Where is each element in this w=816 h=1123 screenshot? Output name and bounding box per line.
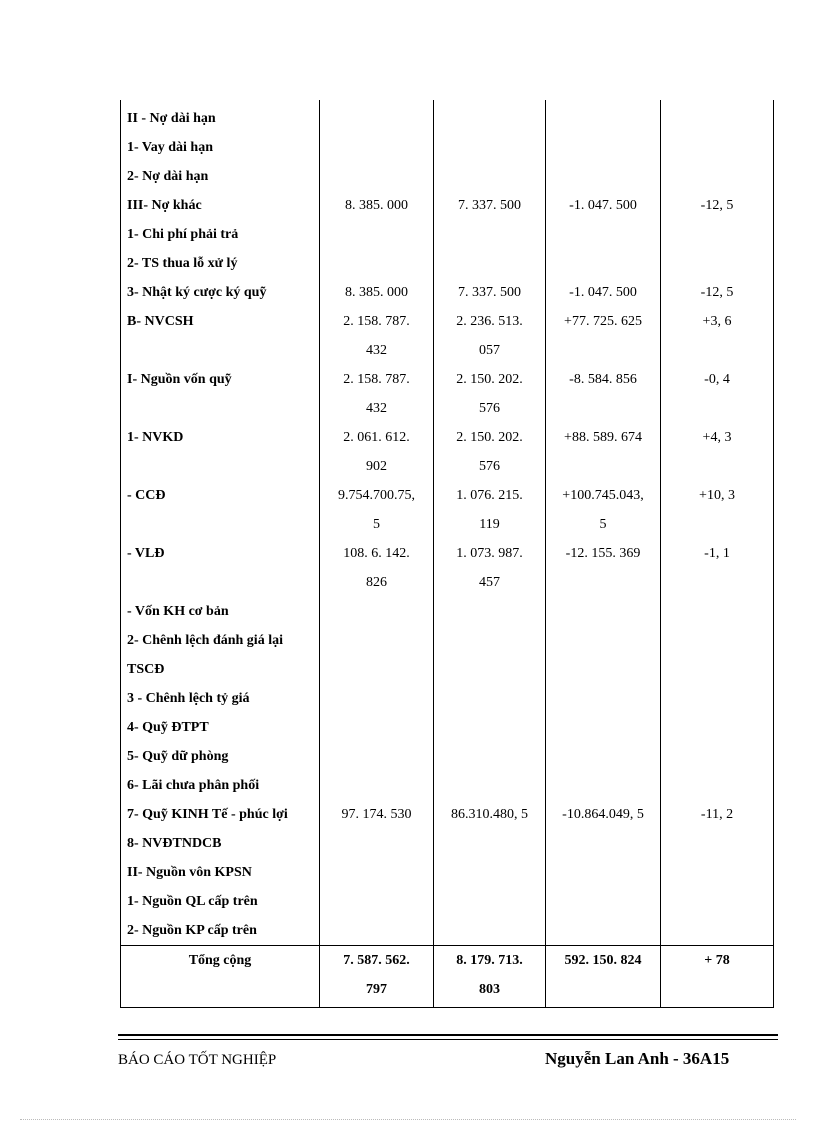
value-col-4: -11, 2 [661, 800, 774, 829]
value-col-1 [320, 162, 434, 191]
value-col-4 [661, 742, 774, 771]
row-label: 8- NVĐTNDCB [121, 829, 320, 858]
total-value-1-line2: 797 [366, 982, 387, 997]
value-col-1 [320, 713, 434, 742]
value-col-3 [546, 887, 661, 916]
row-label [121, 394, 320, 423]
row-label [121, 568, 320, 597]
row-label: I- Nguồn vốn quỹ [121, 365, 320, 394]
value-col-1: 8. 385. 000 [320, 191, 434, 220]
row-label: II - Nợ dài hạn [121, 100, 320, 133]
value-col-2 [434, 713, 546, 742]
value-col-4 [661, 249, 774, 278]
value-col-2 [434, 133, 546, 162]
footer-report-title: BÁO CÁO TỐT NGHIỆP [118, 1052, 277, 1068]
row-label: 3 - Chênh lệch tỷ giá [121, 684, 320, 713]
table-row [121, 278, 774, 307]
table-row [121, 452, 774, 481]
value-col-2 [434, 100, 546, 133]
value-col-2: 2. 150. 202. [434, 423, 546, 452]
value-col-4: +10, 3 [661, 481, 774, 510]
value-col-2: 057 [434, 336, 546, 365]
value-col-2: 7. 337. 500 [434, 278, 546, 307]
value-col-3 [546, 858, 661, 887]
value-col-3 [546, 713, 661, 742]
value-col-1 [320, 655, 434, 684]
total-label: Tổng cộng [121, 946, 320, 1008]
table-row [121, 481, 774, 510]
table-row [121, 307, 774, 336]
value-col-2: 1. 073. 987. [434, 539, 546, 568]
row-label: 1- NVKD [121, 423, 320, 452]
balance-sheet-table [120, 100, 774, 1008]
row-label: - Vốn KH cơ bản [121, 597, 320, 626]
value-col-3: -10.864.049, 5 [546, 800, 661, 829]
value-col-2 [434, 626, 546, 655]
value-col-2: 1. 076. 215. [434, 481, 546, 510]
row-label [121, 452, 320, 481]
row-label: 3- Nhật ký cược ký quỹ [121, 278, 320, 307]
value-col-2: 457 [434, 568, 546, 597]
table-row [121, 916, 774, 946]
value-col-1 [320, 887, 434, 916]
value-col-3 [546, 829, 661, 858]
value-col-1: 2. 158. 787. [320, 307, 434, 336]
value-col-4 [661, 916, 774, 946]
footer-rule-thin [118, 1039, 778, 1040]
table-row [121, 100, 774, 133]
value-col-2: 7. 337. 500 [434, 191, 546, 220]
value-col-1 [320, 771, 434, 800]
value-col-3 [546, 771, 661, 800]
value-col-4: -0, 4 [661, 365, 774, 394]
value-col-3: +100.745.043, [546, 481, 661, 510]
value-col-3: +88. 589. 674 [546, 423, 661, 452]
value-col-4 [661, 394, 774, 423]
row-label: - CCĐ [121, 481, 320, 510]
table-row [121, 626, 774, 655]
value-col-4: +3, 6 [661, 307, 774, 336]
table-row [121, 336, 774, 365]
table-row [121, 771, 774, 800]
value-col-2 [434, 684, 546, 713]
value-col-2 [434, 858, 546, 887]
value-col-1 [320, 916, 434, 946]
table-row [121, 655, 774, 684]
value-col-4 [661, 162, 774, 191]
value-col-1: 902 [320, 452, 434, 481]
value-col-3: -1. 047. 500 [546, 278, 661, 307]
value-col-2 [434, 597, 546, 626]
value-col-2: 119 [434, 510, 546, 539]
value-col-4 [661, 829, 774, 858]
value-col-4 [661, 510, 774, 539]
value-col-3 [546, 597, 661, 626]
value-col-2 [434, 249, 546, 278]
footer-rule-thick [118, 1034, 778, 1036]
value-col-3: -8. 584. 856 [546, 365, 661, 394]
row-label: 1- Vay dài hạn [121, 133, 320, 162]
row-label: 2- Nguồn KP cấp trên [121, 916, 320, 946]
value-col-1 [320, 742, 434, 771]
value-col-3 [546, 100, 661, 133]
row-label: 1- Nguồn QL cấp trên [121, 887, 320, 916]
table-row [121, 220, 774, 249]
value-col-4 [661, 220, 774, 249]
value-col-2: 576 [434, 394, 546, 423]
total-value-2 [434, 946, 546, 1008]
value-col-4: +4, 3 [661, 423, 774, 452]
value-col-3 [546, 133, 661, 162]
table-row [121, 568, 774, 597]
value-col-3 [546, 916, 661, 946]
value-col-1 [320, 858, 434, 887]
value-col-2: 2. 150. 202. [434, 365, 546, 394]
value-col-2 [434, 742, 546, 771]
row-label: III- Nợ khác [121, 191, 320, 220]
value-col-1: 432 [320, 394, 434, 423]
row-label: 1- Chi phí phải trả [121, 220, 320, 249]
footer-author: Nguyễn Lan Anh - 36A15 [545, 1049, 730, 1068]
value-col-3: -1. 047. 500 [546, 191, 661, 220]
value-col-3 [546, 249, 661, 278]
value-col-2 [434, 916, 546, 946]
value-col-3: -12. 155. 369 [546, 539, 661, 568]
row-label [121, 510, 320, 539]
row-label: 2- TS thua lỗ xử lý [121, 249, 320, 278]
row-label: 2- Nợ dài hạn [121, 162, 320, 191]
total-section [121, 946, 774, 1008]
table-row [121, 713, 774, 742]
table-row [121, 829, 774, 858]
total-value-2-line1: 8. 179. 713. [456, 953, 523, 968]
row-label: 7- Quỹ KINH Tế - phúc lợi [121, 800, 320, 829]
value-col-1: 97. 174. 530 [320, 800, 434, 829]
total-value-1-line1: 7. 587. 562. [343, 953, 410, 968]
value-col-2 [434, 771, 546, 800]
value-col-4 [661, 597, 774, 626]
value-col-1 [320, 684, 434, 713]
value-col-2 [434, 162, 546, 191]
page-edge-dotted-line [20, 1119, 796, 1120]
value-col-1: 9.754.700.75, [320, 481, 434, 510]
table-row [121, 858, 774, 887]
row-label: B- NVCSH [121, 307, 320, 336]
value-col-2: 576 [434, 452, 546, 481]
value-col-1 [320, 829, 434, 858]
value-col-1 [320, 597, 434, 626]
value-col-4: -1, 1 [661, 539, 774, 568]
value-col-3 [546, 684, 661, 713]
value-col-3 [546, 220, 661, 249]
value-col-4 [661, 771, 774, 800]
value-col-3: +77. 725. 625 [546, 307, 661, 336]
row-label [121, 336, 320, 365]
value-col-2 [434, 887, 546, 916]
table-row [121, 684, 774, 713]
table-row [121, 133, 774, 162]
value-col-4 [661, 858, 774, 887]
value-col-1 [320, 100, 434, 133]
value-col-1 [320, 249, 434, 278]
table-row [121, 249, 774, 278]
value-col-3 [546, 655, 661, 684]
value-col-3 [546, 162, 661, 191]
value-col-3 [546, 336, 661, 365]
table-row [121, 597, 774, 626]
value-col-4 [661, 452, 774, 481]
value-col-4 [661, 655, 774, 684]
value-col-1 [320, 626, 434, 655]
table-row [121, 742, 774, 771]
value-col-1 [320, 133, 434, 162]
value-col-1: 8. 385. 000 [320, 278, 434, 307]
value-col-4: -12, 5 [661, 191, 774, 220]
table-row [121, 887, 774, 916]
value-col-4 [661, 568, 774, 597]
value-col-3 [546, 394, 661, 423]
row-label: 4- Quỹ ĐTPT [121, 713, 320, 742]
value-col-2 [434, 829, 546, 858]
table-body [121, 100, 774, 946]
value-col-1: 826 [320, 568, 434, 597]
row-label: II- Nguồn vôn KPSN [121, 858, 320, 887]
value-col-4 [661, 133, 774, 162]
table-row [121, 162, 774, 191]
value-col-3 [546, 452, 661, 481]
table-row [121, 539, 774, 568]
value-col-4 [661, 100, 774, 133]
total-value-4: + 78 [661, 946, 774, 1008]
value-col-3: 5 [546, 510, 661, 539]
row-label: 6- Lãi chưa phân phối [121, 771, 320, 800]
value-col-2: 2. 236. 513. [434, 307, 546, 336]
value-col-4 [661, 887, 774, 916]
row-label: - VLĐ [121, 539, 320, 568]
table-row [121, 800, 774, 829]
table-row [121, 510, 774, 539]
table-row [121, 191, 774, 220]
table-row [121, 423, 774, 452]
value-col-2 [434, 655, 546, 684]
value-col-3 [546, 742, 661, 771]
table-row [121, 394, 774, 423]
value-col-1: 2. 158. 787. [320, 365, 434, 394]
value-col-3 [546, 626, 661, 655]
value-col-1: 432 [320, 336, 434, 365]
value-col-3 [546, 568, 661, 597]
value-col-4: -12, 5 [661, 278, 774, 307]
row-label: 5- Quỹ dữ phòng [121, 742, 320, 771]
value-col-2 [434, 220, 546, 249]
total-row [121, 946, 774, 1008]
value-col-1: 2. 061. 612. [320, 423, 434, 452]
value-col-4 [661, 713, 774, 742]
value-col-4 [661, 626, 774, 655]
total-value-3: 592. 150. 824 [546, 946, 661, 1008]
total-value-2-line2: 803 [479, 982, 500, 997]
row-label: 2- Chênh lệch đánh giá lại [121, 626, 320, 655]
row-label: TSCĐ [121, 655, 320, 684]
value-col-1: 108. 6. 142. [320, 539, 434, 568]
value-col-1 [320, 220, 434, 249]
value-col-4 [661, 684, 774, 713]
table-row [121, 365, 774, 394]
value-col-1: 5 [320, 510, 434, 539]
value-col-4 [661, 336, 774, 365]
value-col-2: 86.310.480, 5 [434, 800, 546, 829]
total-value-1 [320, 946, 434, 1008]
